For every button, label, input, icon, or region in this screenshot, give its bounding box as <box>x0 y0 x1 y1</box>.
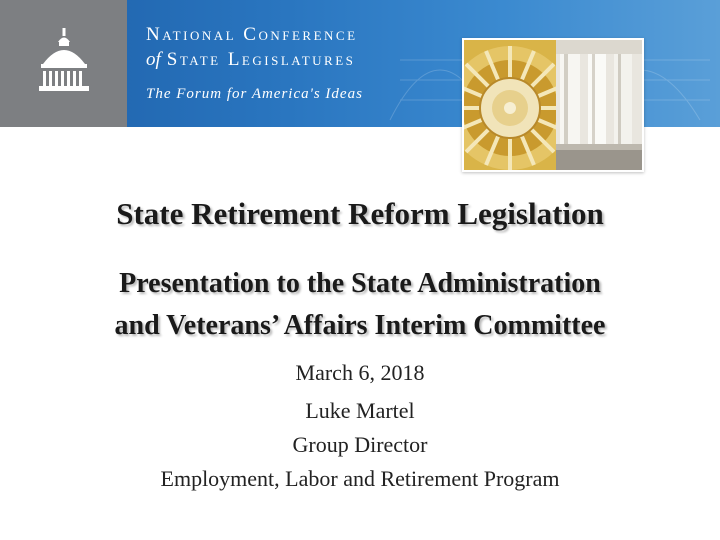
presenter-role: Group Director <box>292 432 428 457</box>
rotunda-photo <box>464 40 572 170</box>
columns-photo <box>556 40 642 170</box>
presentation-date: March 6, 2018 <box>295 360 425 385</box>
presenter-name: Luke Martel <box>305 398 415 423</box>
slide-subtitle-line1: Presentation to the State Administration <box>119 268 601 299</box>
capitol-dome-icon <box>37 28 91 94</box>
logo-box <box>0 0 127 127</box>
slide-subtitle-line2: and Veterans’ Affairs Interim Committee <box>114 310 606 341</box>
slide-title: State Retirement Reform Legislation <box>116 196 604 231</box>
org-name-line2-text: State Legislatures <box>166 49 356 70</box>
org-name-of: of <box>146 49 161 70</box>
org-name-line2 <box>146 49 355 71</box>
header-photo-collage <box>462 38 644 172</box>
org-name-line1: National Conference <box>146 24 358 45</box>
presenter-program: Employment, Labor and Retirement Program <box>160 466 560 491</box>
org-tagline: The Forum for America's Ideas <box>146 86 363 102</box>
